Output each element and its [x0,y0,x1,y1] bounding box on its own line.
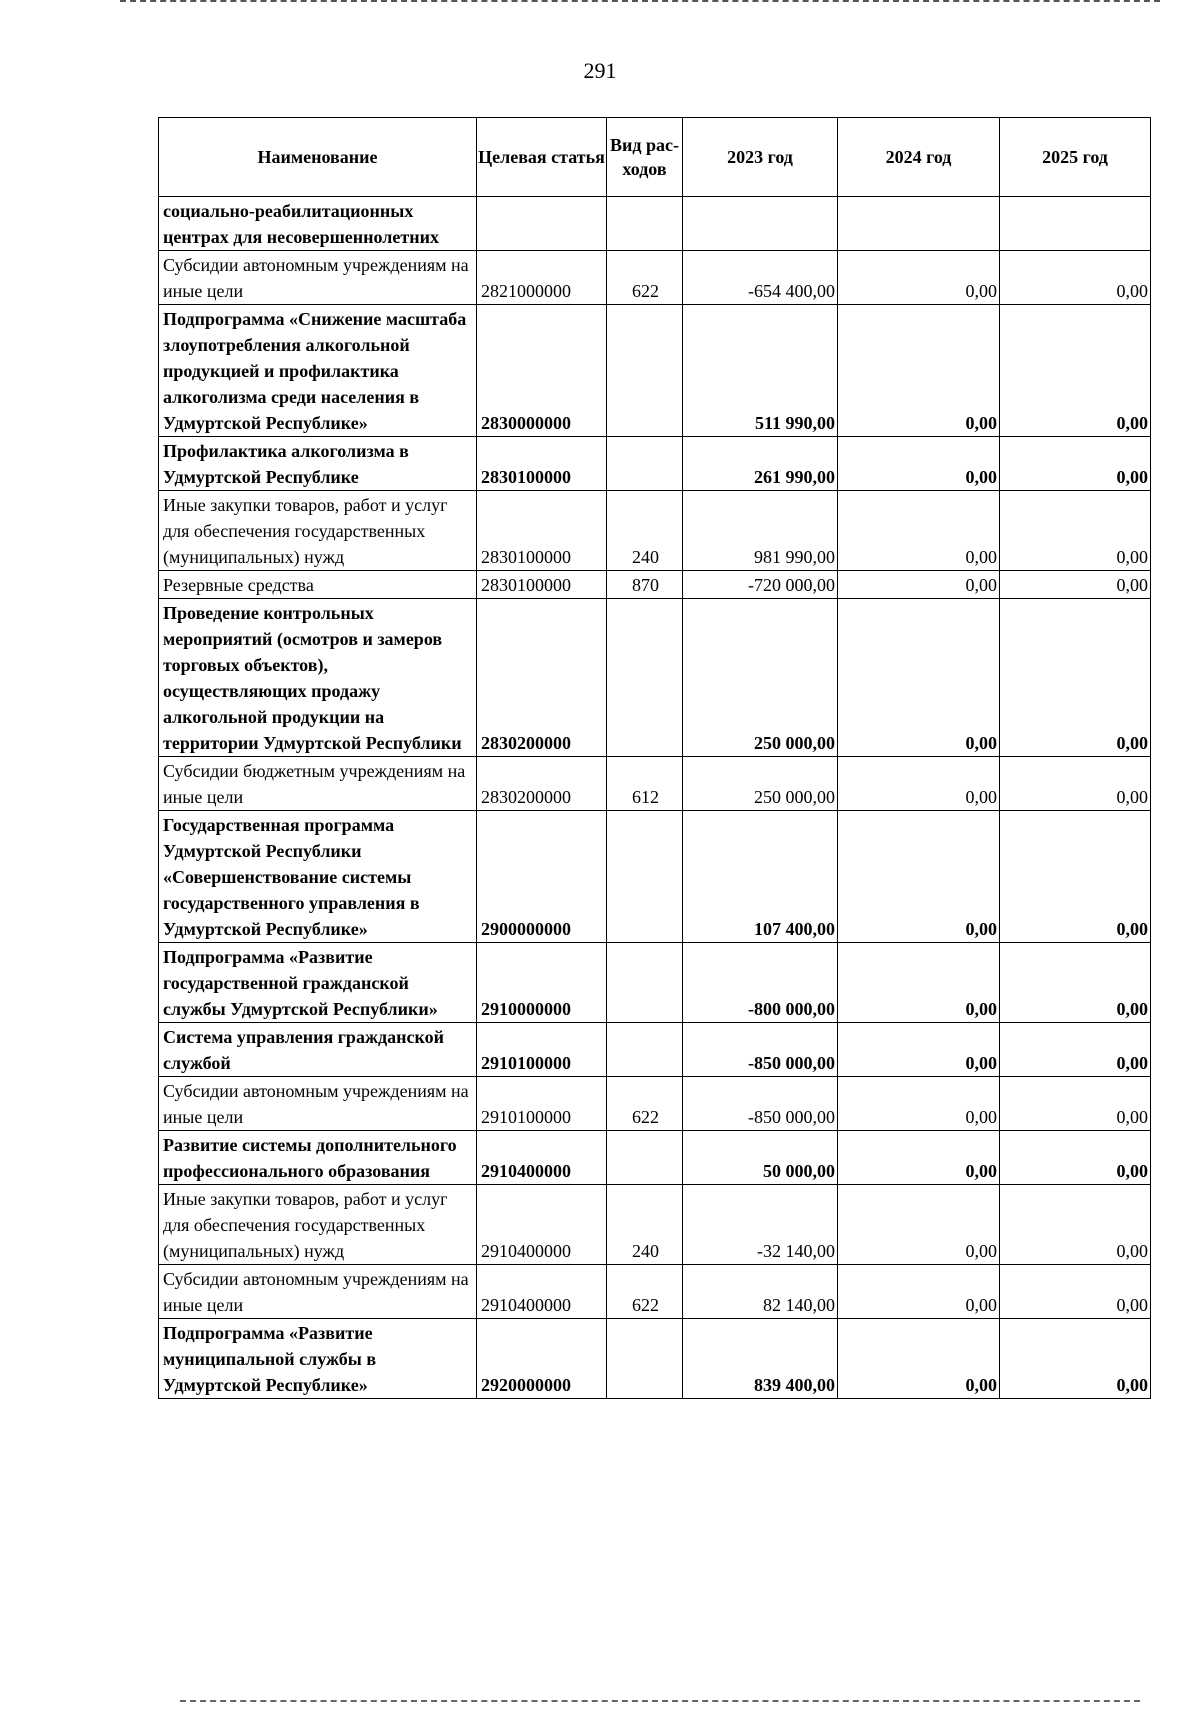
cell-2023: -654 400,00 [683,251,838,305]
cell-code: 2910400000 [477,1131,607,1185]
cell-2025: 0,00 [1000,1131,1151,1185]
cell-2024: 0,00 [838,811,1000,943]
cell-code: 2821000000 [477,251,607,305]
cell-kind [607,1319,683,1399]
cell-2023: 250 000,00 [683,599,838,757]
cell-kind [607,599,683,757]
cell-2023: 50 000,00 [683,1131,838,1185]
cell-name: Государственная программа Удмуртской Республики «Совершенствование системы государственного управления в Удмуртской Республике» [159,811,477,943]
cell-2023: 511 990,00 [683,305,838,437]
cell-2024: 0,00 [838,1131,1000,1185]
cell-2023: 107 400,00 [683,811,838,943]
cell-code: 2910400000 [477,1185,607,1265]
cell-2024: 0,00 [838,1265,1000,1319]
cell-name: Профилактика алкоголизма в Удмуртской Республике [159,437,477,491]
cell-2024: 0,00 [838,571,1000,599]
cell-code: 2900000000 [477,811,607,943]
cell-2024: 0,00 [838,1185,1000,1265]
cell-2025: 0,00 [1000,599,1151,757]
cell-2023: -800 000,00 [683,943,838,1023]
cell-2024: 0,00 [838,943,1000,1023]
cell-2023: 250 000,00 [683,757,838,811]
cell-name: Субсидии автономным учреждениям на иные цели [159,1077,477,1131]
table-row [159,251,1151,305]
cell-2023: 261 990,00 [683,437,838,491]
cell-name: Подпрограмма «Развитие государственной гражданской службы Удмуртской Республики» [159,943,477,1023]
table-row [159,811,1151,943]
cell-2024 [838,197,1000,251]
cell-2024: 0,00 [838,251,1000,305]
table-row [159,1023,1151,1077]
cell-kind [607,305,683,437]
table-row [159,305,1151,437]
cell-2025: 0,00 [1000,1023,1151,1077]
cell-2023: -850 000,00 [683,1077,838,1131]
table-header-row [159,118,1151,197]
cell-kind: 622 [607,1077,683,1131]
scan-edge-bottom [180,1700,1140,1705]
cell-name: Субсидии бюджетным учреждениям на иные цели [159,757,477,811]
table-row [159,1077,1151,1131]
cell-code: 2830200000 [477,599,607,757]
cell-kind [607,437,683,491]
cell-code: 2830100000 [477,437,607,491]
cell-kind [607,943,683,1023]
cell-code: 2910400000 [477,1265,607,1319]
header-2024: 2024 год [838,118,1000,197]
cell-2023: -32 140,00 [683,1185,838,1265]
cell-kind: 240 [607,491,683,571]
cell-kind [607,811,683,943]
cell-code: 2910000000 [477,943,607,1023]
cell-2023: 82 140,00 [683,1265,838,1319]
cell-2023: 839 400,00 [683,1319,838,1399]
table-row [159,1131,1151,1185]
header-code: Целевая статья [477,118,607,197]
cell-2025: 0,00 [1000,1077,1151,1131]
table-row [159,197,1151,251]
table-row [159,599,1151,757]
cell-kind [607,1023,683,1077]
cell-code: 2910100000 [477,1023,607,1077]
cell-2025: 0,00 [1000,1319,1151,1399]
cell-code: 2830200000 [477,757,607,811]
cell-2023 [683,197,838,251]
cell-2025: 0,00 [1000,491,1151,571]
cell-2023: -720 000,00 [683,571,838,599]
cell-kind: 622 [607,1265,683,1319]
table-row [159,1265,1151,1319]
cell-name: социально-реабилитационных центрах для несовершеннолетних [159,197,477,251]
cell-code: 2920000000 [477,1319,607,1399]
cell-code [477,197,607,251]
cell-name: Субсидии автономным учреждениям на иные цели [159,1265,477,1319]
cell-name: Подпрограмма «Развитие муниципальной службы в Удмуртской Республике» [159,1319,477,1399]
table-row [159,757,1151,811]
cell-2023: 981 990,00 [683,491,838,571]
cell-2024: 0,00 [838,1319,1000,1399]
cell-name: Иные закупки товаров, работ и услуг для обеспечения государственных (муниципальных) нужд [159,491,477,571]
cell-name: Система управления гражданской службой [159,1023,477,1077]
cell-kind: 612 [607,757,683,811]
cell-2024: 0,00 [838,757,1000,811]
scan-edge-top [120,0,1160,5]
header-2025: 2025 год [1000,118,1151,197]
cell-name: Иные закупки товаров, работ и услуг для обеспечения государственных (муниципальных) нужд [159,1185,477,1265]
cell-2025: 0,00 [1000,1265,1151,1319]
cell-code: 2830100000 [477,571,607,599]
cell-2024: 0,00 [838,1023,1000,1077]
cell-kind [607,1131,683,1185]
page-number: 291 [583,58,617,83]
cell-2024: 0,00 [838,599,1000,757]
table-row [159,1185,1151,1265]
header-kind: Вид рас-ходов [607,118,683,197]
table-row [159,437,1151,491]
cell-2025: 0,00 [1000,1185,1151,1265]
table-row [159,943,1151,1023]
cell-name: Подпрограмма «Снижение масштаба злоупотребления алкогольной продукцией и профилактика алкоголизма среди населения в Удмуртской Республике» [159,305,477,437]
cell-kind: 622 [607,251,683,305]
cell-2025 [1000,197,1151,251]
cell-2025: 0,00 [1000,943,1151,1023]
budget-table [158,117,1151,1399]
cell-2025: 0,00 [1000,305,1151,437]
cell-name: Развитие системы дополнительного профессионального образования [159,1131,477,1185]
cell-name: Проведение контрольных мероприятий (осмотров и замеров торговых объектов), осуществляющих продажу алкогольной продукции на территории Удмуртской Республики [159,599,477,757]
header-name: Наименование [159,118,477,197]
table-row [159,1319,1151,1399]
cell-kind: 240 [607,1185,683,1265]
cell-2025: 0,00 [1000,437,1151,491]
cell-code: 2830000000 [477,305,607,437]
cell-name: Резервные средства [159,571,477,599]
cell-2025: 0,00 [1000,571,1151,599]
cell-kind: 870 [607,571,683,599]
header-2023: 2023 год [683,118,838,197]
cell-2025: 0,00 [1000,811,1151,943]
table-row [159,491,1151,571]
cell-code: 2910100000 [477,1077,607,1131]
cell-2025: 0,00 [1000,757,1151,811]
cell-name: Субсидии автономным учреждениям на иные цели [159,251,477,305]
table-row [159,571,1151,599]
cell-code: 2830100000 [477,491,607,571]
cell-2024: 0,00 [838,437,1000,491]
cell-2025: 0,00 [1000,251,1151,305]
cell-2024: 0,00 [838,305,1000,437]
cell-2024: 0,00 [838,1077,1000,1131]
cell-2023: -850 000,00 [683,1023,838,1077]
cell-kind [607,197,683,251]
cell-2024: 0,00 [838,491,1000,571]
